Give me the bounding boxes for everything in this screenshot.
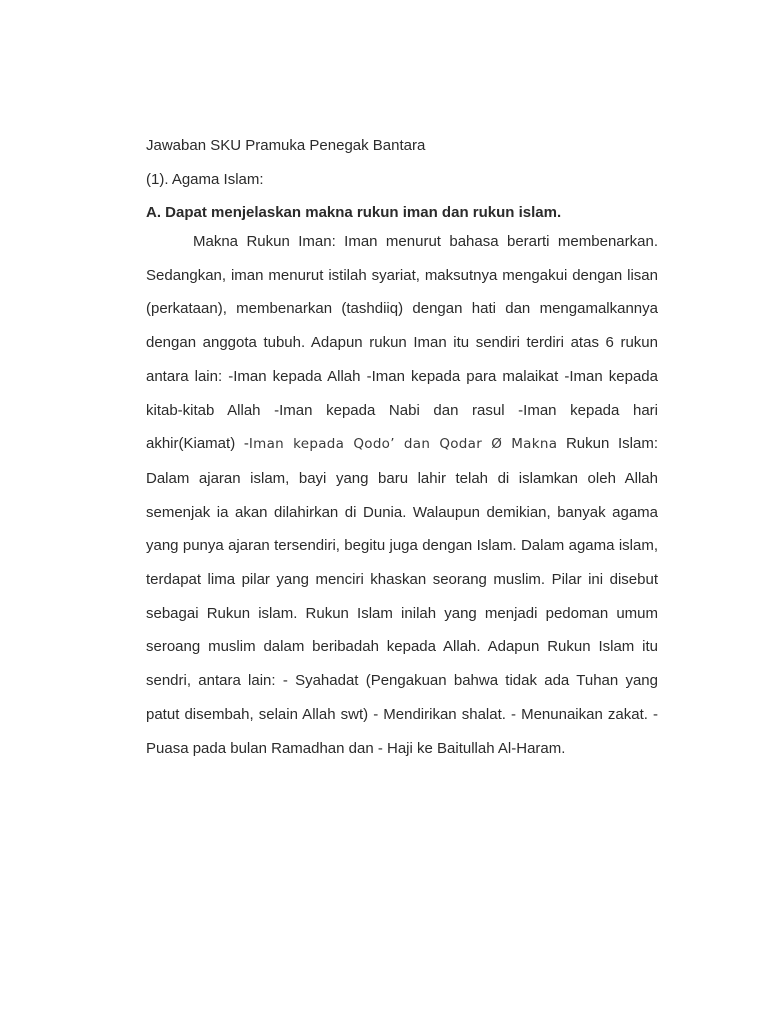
paragraph-text-alt-font-run: Iman kepada Qodo’ dan Qodar Ø Makna <box>248 436 558 453</box>
section-subtitle: (1). Agama Islam: <box>146 171 264 188</box>
document-title: Jawaban SKU Pramuka Penegak Bantara <box>146 137 426 154</box>
body-paragraph <box>146 225 658 765</box>
paragraph-text-part-1: Makna Rukun Iman: Iman menurut bahasa berarti membenarkan. Sedangkan, iman menurut istilah syariat, maksutnya mengakui dengan lisan (perkataan), membenarkan (tashdiiq) dengan hati dan mengamalkannya dengan anggota tubuh. Adapun rukun Iman itu sendiri terdiri atas 6 rukun antara lain: -Iman kepada Allah -Iman kepada para malaikat -Iman kepada kitab-kitab Allah -Iman kepada Nabi dan rasul -Iman kepada hari akhir(Kiamat) - <box>146 233 658 453</box>
paragraph-text-part-2: Rukun Islam: Dalam ajaran islam, bayi yang baru lahir telah di islamkan oleh Allah semenjak ia akan dilahirkan di Dunia. Walaupun demikian, banyak agama yang punya ajaran tersendiri, begitu juga dengan Islam. Dalam agama islam, terdapat lima pilar yang menciri khaskan seorang muslim. Pilar ini disebut sebagai Rukun islam. Rukun Islam inilah yang menjadi pedoman umum seroang muslim dalam beribadah kepada Allah. Adapun Rukun Islam itu sendri, antara lain: - Syahadat (Pengakuan bahwa tidak ada Tuhan yang patut disembah, selain Allah swt) - Mendirikan shalat. - Menunaikan zakat. - Puasa pada bulan Ramadhan dan - Haji ke Baitullah Al-Haram. <box>146 435 658 757</box>
document-body <box>146 136 658 765</box>
section-heading: A. Dapat menjelaskan makna rukun iman dan rukun islam. <box>146 204 562 221</box>
